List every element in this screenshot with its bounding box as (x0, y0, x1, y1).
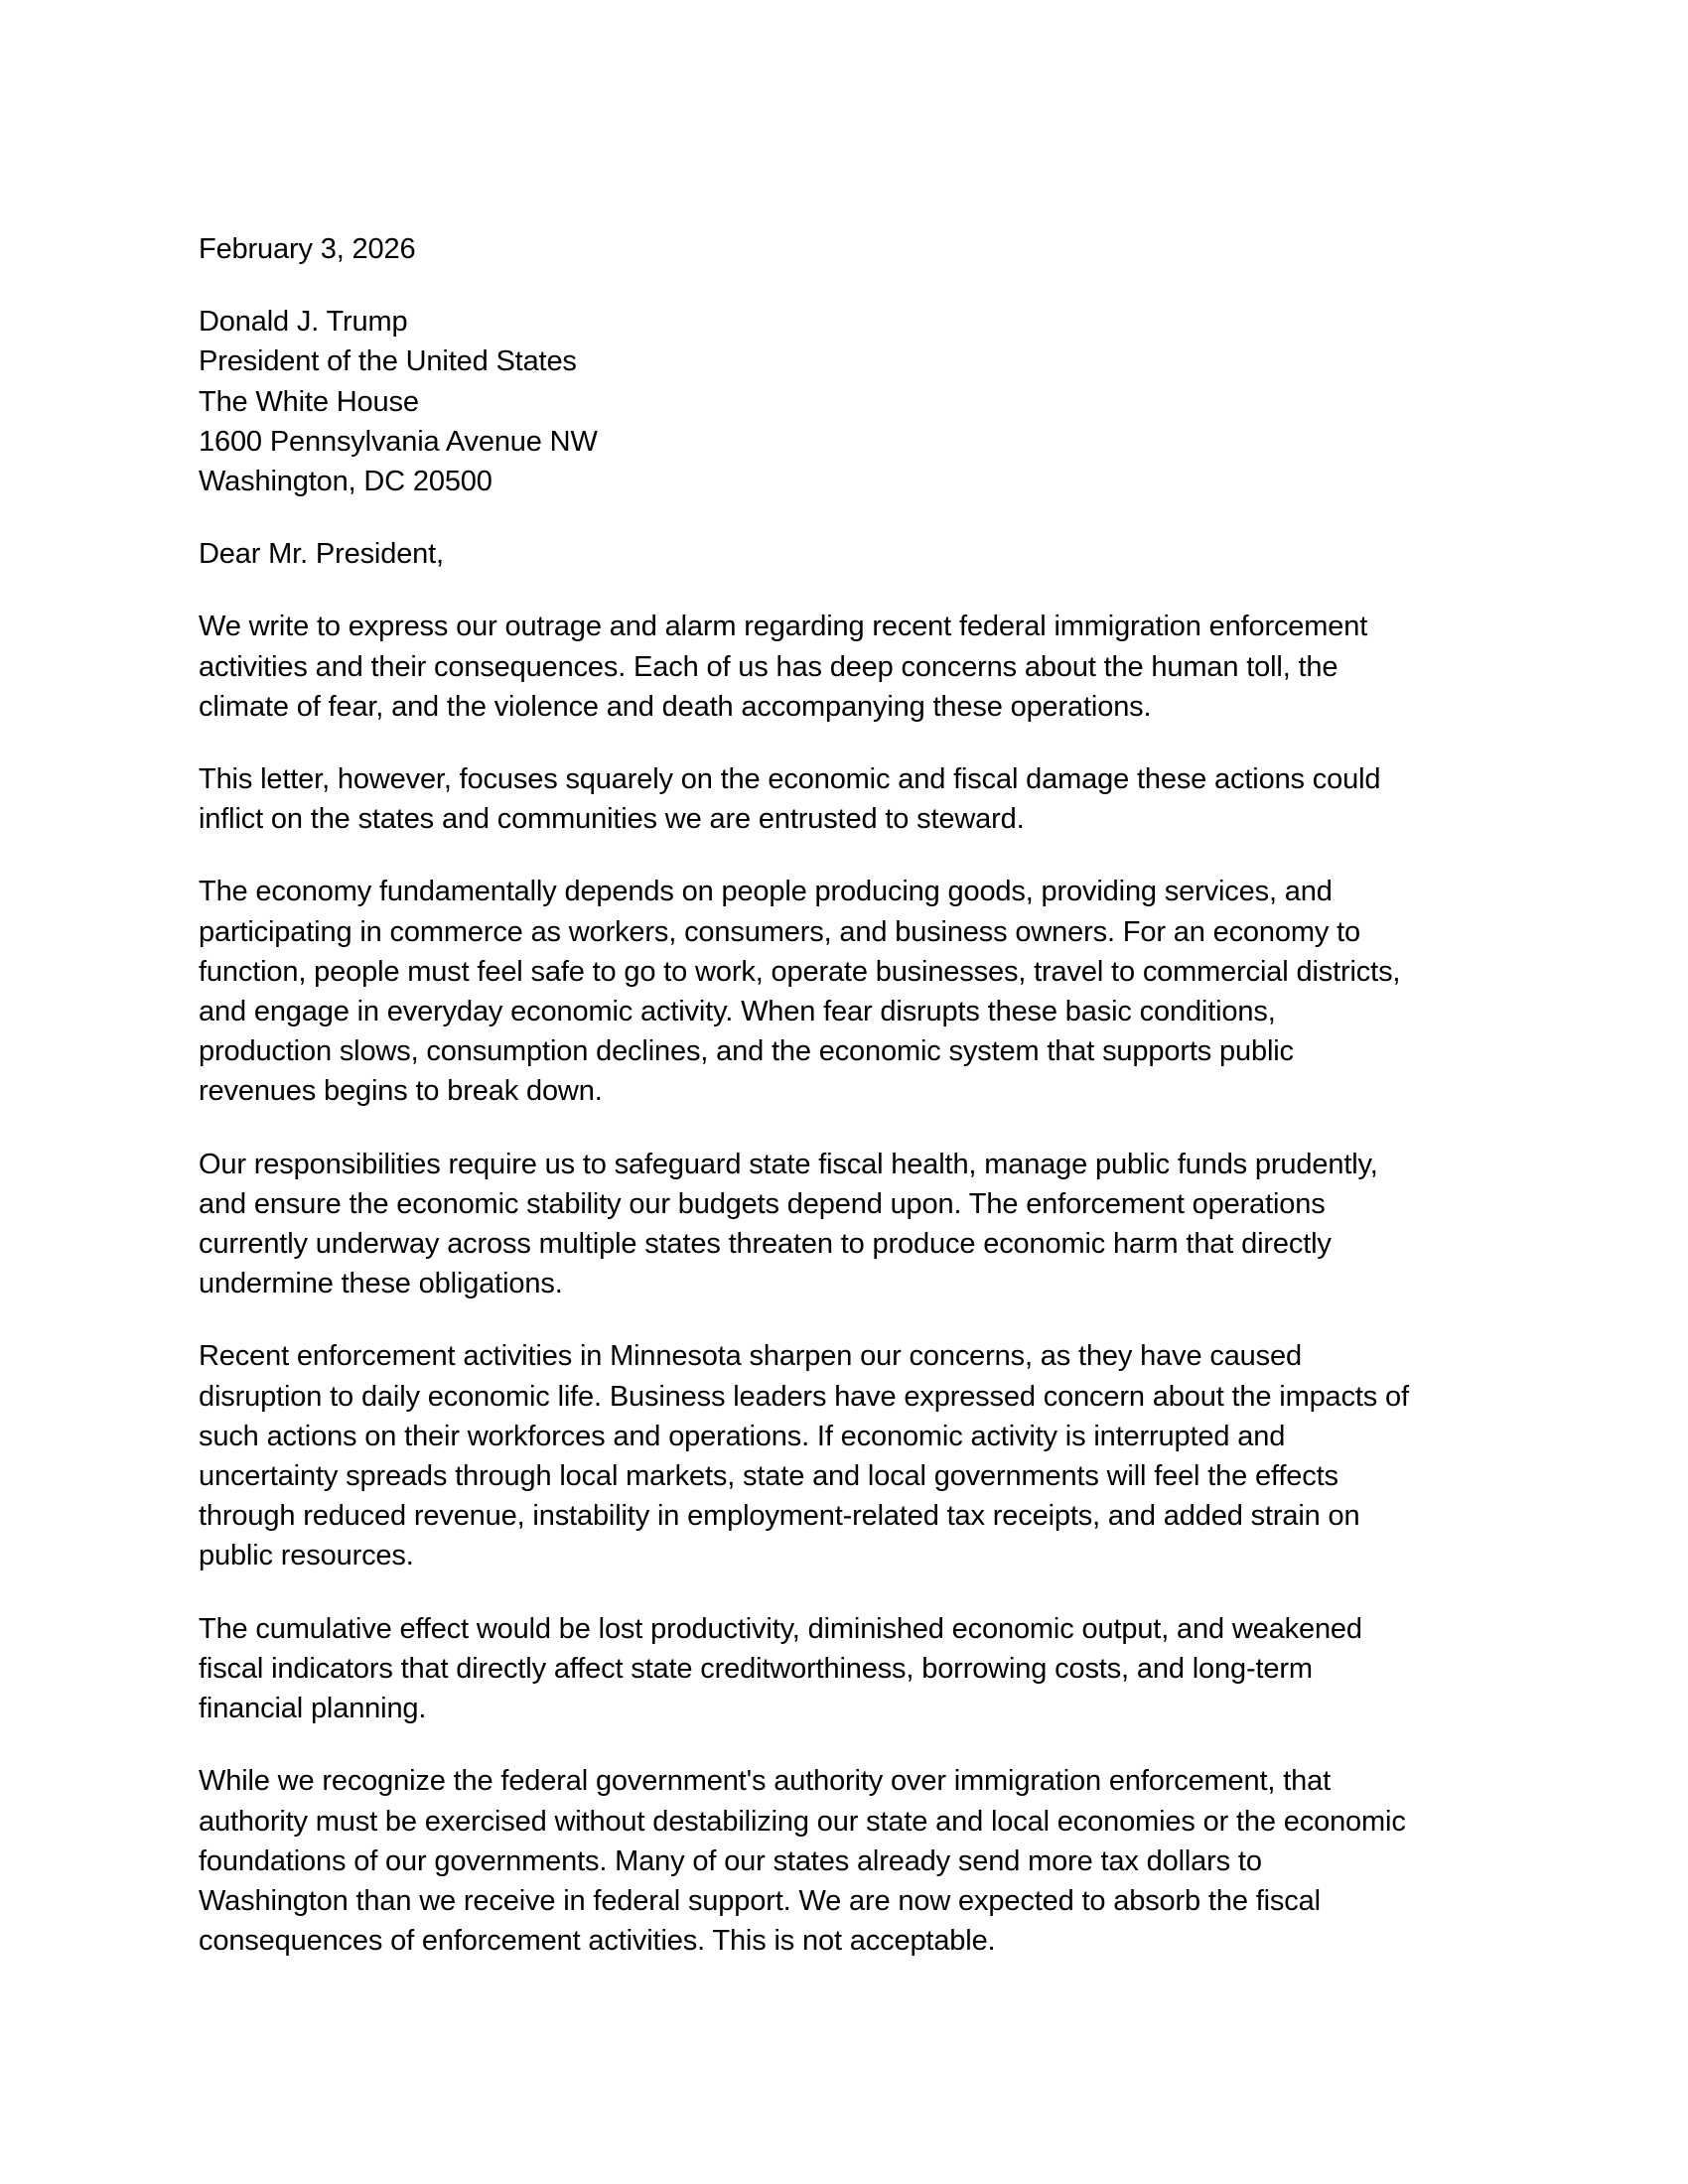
recipient-organization: The White House (199, 385, 419, 418)
paragraph-line: through reduced revenue, instability in employment-related tax receipts, and added strain on (199, 1500, 1360, 1533)
recipient-title: President of the United States (199, 345, 577, 378)
paragraph-line: activities and their consequences. Each of us has deep concerns about the human toll, the (199, 650, 1338, 683)
recipient-street: 1600 Pennsylvania Avenue NW (199, 425, 598, 458)
paragraph-line: consequences of enforcement activities. This is not acceptable. (199, 1925, 996, 1958)
paragraph-line: inflict on the states and communities we are entrusted to steward. (199, 803, 1025, 836)
paragraph-line: production slows, consumption declines, and the economic system that supports public (199, 1035, 1294, 1068)
paragraph-line: uncertainty spreads through local markets, state and local governments will feel the effects (199, 1460, 1338, 1493)
paragraph-5 (199, 1336, 1509, 1575)
paragraph-6 (199, 1609, 1509, 1729)
paragraph-1 (199, 607, 1509, 727)
paragraph-2 (199, 759, 1509, 839)
paragraph-line: While we recognize the federal government's authority over immigration enforcement, that (199, 1765, 1332, 1798)
paragraph-line: such actions on their workforces and operations. If economic activity is interrupted and (199, 1420, 1286, 1452)
paragraph-7 (199, 1761, 1509, 1961)
paragraph-line: participating in commerce as workers, consumers, and business owners. For an economy to (199, 915, 1361, 948)
paragraph-line: climate of fear, and the violence and death accompanying these operations. (199, 690, 1152, 723)
paragraph-line: function, people must feel safe to go to work, operate businesses, travel to commercial districts, (199, 955, 1401, 988)
paragraph-line: We write to express our outrage and alarm regarding recent federal immigration enforcement (199, 611, 1368, 643)
paragraph-line: Washington than we receive in federal support. We are now expected to absorb the fiscal (199, 1884, 1321, 1917)
paragraph-line: Recent enforcement activities in Minnesota sharpen our concerns, as they have caused (199, 1340, 1302, 1373)
paragraph-line: disruption to daily economic life. Business leaders have expressed concern about the impacts of (199, 1380, 1409, 1413)
paragraph-3 (199, 872, 1509, 1111)
recipient-address (199, 302, 1509, 501)
paragraph-line: revenues begins to break down. (199, 1075, 603, 1108)
recipient-name: Donald J. Trump (199, 306, 408, 339)
paragraph-line: The economy fundamentally depends on people producing goods, providing services, and (199, 876, 1333, 908)
letter-date: February 3, 2026 (199, 233, 416, 265)
paragraph-line: authority must be exercised without destabilizing our state and local economies or the economic (199, 1805, 1406, 1838)
paragraph-line: currently underway across multiple states threaten to produce economic harm that directly (199, 1228, 1332, 1261)
paragraph-line: and ensure the economic stability our budgets depend upon. The enforcement operations (199, 1187, 1326, 1220)
paragraph-line: and engage in everyday economic activity. When fear disrupts these basic conditions, (199, 996, 1276, 1028)
recipient-city-state-zip: Washington, DC 20500 (199, 466, 492, 498)
paragraph-line: financial planning. (199, 1693, 427, 1725)
paragraph-4 (199, 1145, 1509, 1304)
paragraph-line: fiscal indicators that directly affect state creditworthiness, borrowing costs, and long-term (199, 1652, 1313, 1685)
paragraph-line: Our responsibilities require us to safeguard state fiscal health, manage public funds prudently, (199, 1148, 1378, 1180)
paragraph-line: public resources. (199, 1540, 414, 1572)
paragraph-line: The cumulative effect would be lost productivity, diminished economic output, and weakened (199, 1612, 1362, 1645)
paragraph-line: undermine these obligations. (199, 1268, 563, 1300)
salutation: Dear Mr. President, (199, 538, 444, 571)
paragraph-line: This letter, however, focuses squarely on the economic and fiscal damage these actions could (199, 763, 1381, 796)
letter-page (199, 229, 1509, 1993)
paragraph-line: foundations of our governments. Many of our states already send more tax dollars to (199, 1844, 1262, 1877)
